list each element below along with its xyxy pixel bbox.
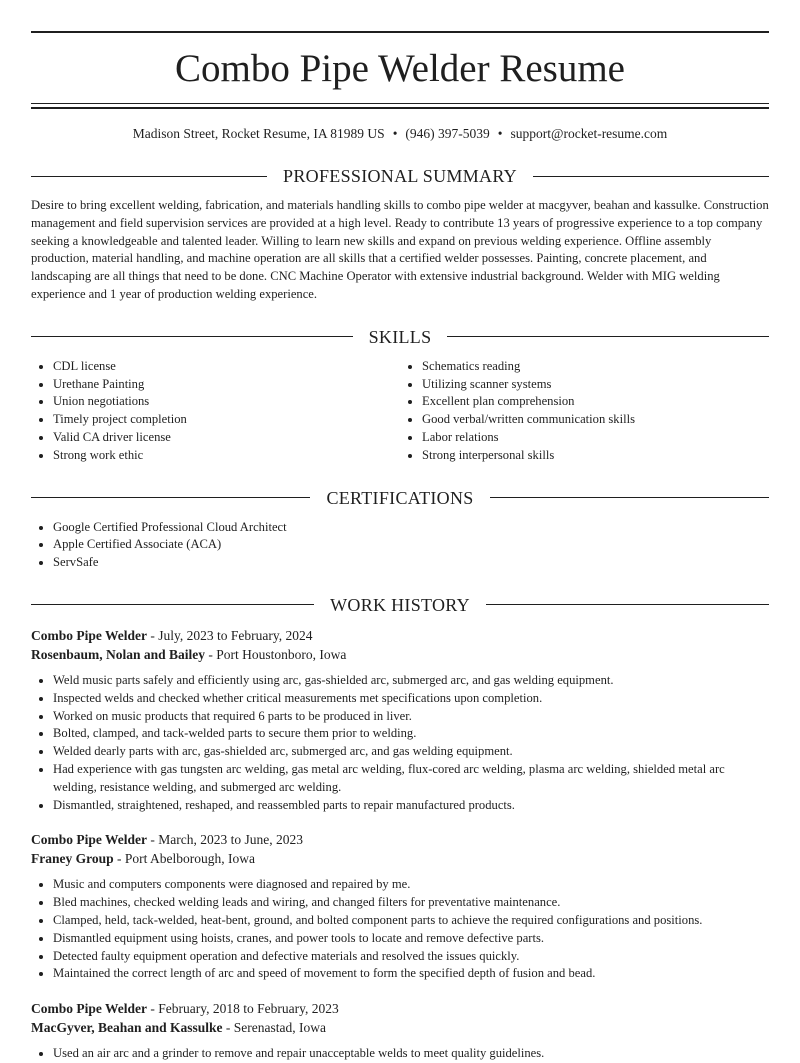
job-bullet: • Detected faulty equipment operation and defective materials and resolved the issues quickly. (53, 948, 769, 966)
heading-rule-left (31, 497, 310, 498)
work-history-list (31, 626, 769, 1063)
job-bullets (31, 1045, 769, 1063)
resume-title: Combo Pipe Welder Resume (174, 47, 625, 90)
job-bullet: • Welded dearly parts with arc, gas-shielded arc, submerged arc, and gas welding equipment. (53, 743, 769, 761)
job-bullet: • Worked on music products that required 6 parts to be produced in liver. (53, 708, 769, 726)
heading-rule-left (31, 604, 314, 605)
job-bullet: • Music and computers components were diagnosed and repaired by me. (53, 876, 769, 894)
job-location: - Port Houstonboro, Iowa (205, 646, 347, 662)
job-title: Combo Pipe Welder (31, 832, 147, 848)
heading-rule-right (533, 176, 769, 177)
certification-item: • ServSafe (53, 554, 769, 572)
job-company-line (31, 645, 769, 664)
job-bullet: • Bolted, clamped, and tack-welded parts to secure them prior to welding. (53, 725, 769, 743)
contact-email: support@rocket-resume.com (510, 126, 668, 141)
work-heading-label: WORK HISTORY (330, 594, 470, 615)
job-bullets (31, 672, 769, 814)
skills-columns (31, 358, 769, 465)
skill-item: • Urethane Painting (53, 376, 400, 394)
job-dates: - February, 2018 to February, 2023 (147, 1001, 339, 1017)
contact-address: Madison Street, Rocket Resume, IA 81989 US (132, 126, 385, 141)
job-entry (31, 626, 769, 814)
heading-rule-left (31, 336, 353, 337)
job-bullet: • Used an air arc and a grinder to remove and repair unacceptable welds to meet quality guidelines. (53, 1045, 769, 1063)
skill-item: • Excellent plan comprehension (422, 393, 769, 411)
contact-line (31, 125, 769, 143)
skill-item: • Valid CA driver license (53, 429, 400, 447)
work-heading (31, 594, 769, 616)
skills-heading (31, 326, 769, 348)
certifications-list (31, 519, 769, 572)
job-title: Combo Pipe Welder (31, 627, 147, 643)
skill-item: • Strong work ethic (53, 447, 400, 465)
heading-rule-left (31, 176, 267, 177)
job-company-line (31, 849, 769, 868)
job-company-line (31, 1018, 769, 1037)
heading-rule-right (490, 497, 769, 498)
summary-heading-label: PROFESSIONAL SUMMARY (283, 166, 517, 186)
job-dates: - July, 2023 to February, 2024 (147, 627, 313, 643)
job-location: - Port Abelborough, Iowa (113, 851, 255, 867)
job-bullet: • Inspected welds and checked whether critical measurements met specifications upon completion. (53, 690, 769, 708)
job-bullets (31, 876, 769, 983)
skill-item: • Schematics reading (422, 358, 769, 376)
skill-item: • Labor relations (422, 429, 769, 447)
job-title: Combo Pipe Welder (31, 1001, 147, 1017)
skills-list-left (31, 358, 400, 465)
job-title-line (31, 999, 769, 1018)
job-company: Rosenbaum, Nolan and Bailey (31, 646, 206, 662)
job-bullet: • Bled machines, checked welding leads and wiring, and changed filters for preventative maintenance. (53, 894, 769, 912)
job-dates: - March, 2023 to June, 2023 (147, 832, 303, 848)
skills-list-right (400, 358, 769, 465)
skill-item: • Good verbal/written communication skills (422, 411, 769, 429)
job-title-line (31, 626, 769, 645)
job-bullet: • Dismantled equipment using hoists, cranes, and power tools to locate and remove defective parts. (53, 930, 769, 948)
certifications-heading (31, 487, 769, 509)
job-company: Franey Group (31, 851, 114, 867)
job-bullet: • Weld music parts safely and efficiently using arc, gas-shielded arc, submerged arc, and gas welding equipment. (53, 672, 769, 690)
job-company: MacGyver, Beahan and Kassulke (31, 1020, 223, 1036)
job-bullet: • Had experience with gas tungsten arc welding, gas metal arc welding, flux-cored arc welding, plasma arc welding, shielded metal arc welding, resistance welding, and submerged arc welding. (53, 761, 769, 797)
skill-item: • Timely project completion (53, 411, 400, 429)
job-location: - Serenastad, Iowa (222, 1020, 326, 1036)
certifications-heading-label: CERTIFICATIONS (326, 487, 474, 508)
job-bullet: • Maintained the correct length of arc and speed of movement to form the specified depth of fusion and bead. (53, 965, 769, 983)
contact-separator: • (497, 126, 503, 141)
skill-item: • CDL license (53, 358, 400, 376)
certification-item: • Apple Certified Associate (ACA) (53, 536, 769, 554)
job-bullet: • Dismantled, straightened, reshaped, and reassembled parts to repair manufactured products. (53, 797, 769, 815)
heading-rule-right (447, 336, 769, 337)
heading-rule-right (486, 604, 769, 605)
skill-item: • Utilizing scanner systems (422, 376, 769, 394)
certification-item: • Google Certified Professional Cloud Architect (53, 519, 769, 537)
summary-text: Desire to bring excellent welding, fabrication, and materials handling skills to combo pipe welder at macgyver, beahan and kassulke. Construction management and field supervision services are provided at a high level. Ready to contribute 13 years of progressive experience to a top company seeking a knowledgeable and talented leader. Willing to learn new skills and expand on previous welding experience. Offline assembly production, material handling, and machine operation are all skills that a certified welder possesses. Painting, concrete placement, and landscaping are all things that need to be done. CNC Machine Operator with extensive industrial background. Welder with MIG welding experience and 1 year of production welding experience. (31, 198, 769, 301)
summary-heading (31, 165, 769, 187)
contact-phone: (946) 397-5039 (405, 126, 490, 141)
contact-separator: • (392, 126, 398, 141)
job-title-line (31, 830, 769, 849)
skill-item: • Union negotiations (53, 393, 400, 411)
skills-heading-label: SKILLS (368, 326, 432, 347)
skill-item: • Strong interpersonal skills (422, 447, 769, 465)
job-entry (31, 999, 769, 1063)
job-bullet: • Clamped, held, tack-welded, heat-bent, ground, and bolted component parts to achieve the required configurations and positions. (53, 912, 769, 930)
title-double-rule (31, 103, 769, 109)
job-entry (31, 830, 769, 983)
